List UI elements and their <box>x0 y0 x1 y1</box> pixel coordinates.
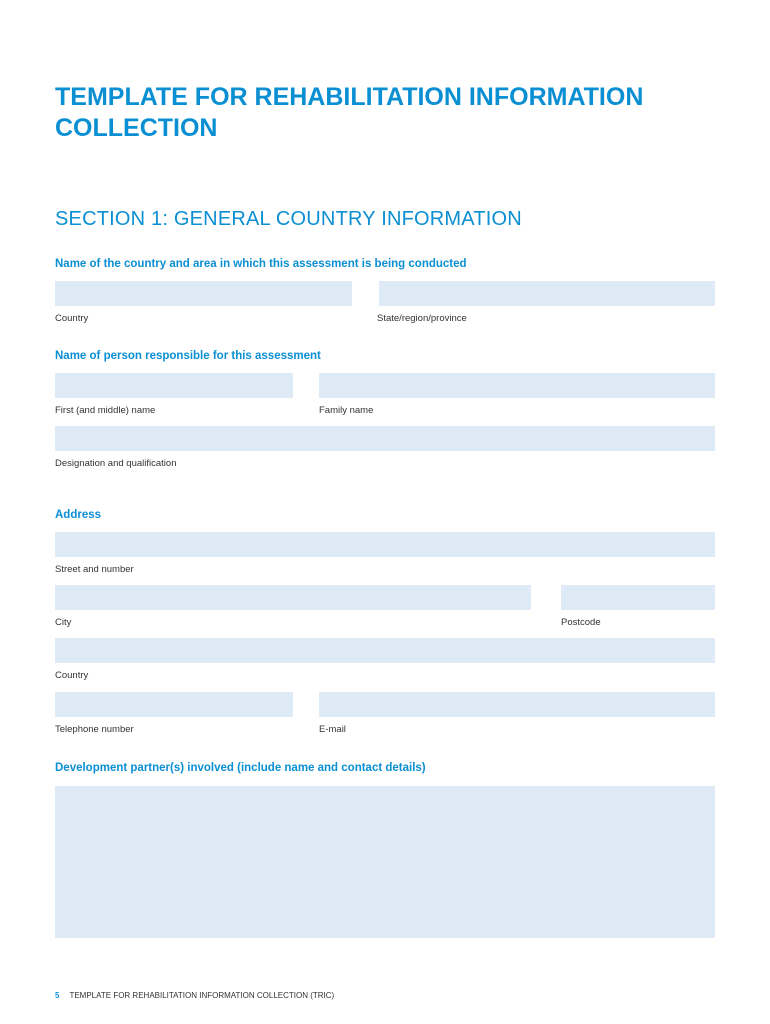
first-name-label: First (and middle) name <box>55 405 156 416</box>
family-name-label: Family name <box>319 405 374 416</box>
telephone-input[interactable] <box>55 692 293 717</box>
street-number-label: Street and number <box>55 564 134 575</box>
state-region-province-input[interactable] <box>379 281 715 306</box>
city-input[interactable] <box>55 585 531 610</box>
page-footer <box>55 991 334 1000</box>
country-label: Country <box>55 313 89 324</box>
telephone-label: Telephone number <box>55 724 134 735</box>
document-title: TEMPLATE FOR REHABILITATION INFORMATION COLLECTION <box>55 83 644 142</box>
address-country-input[interactable] <box>55 638 715 663</box>
street-number-input[interactable] <box>55 532 715 557</box>
email-label: E-mail <box>319 724 346 735</box>
postcode-label: Postcode <box>561 617 601 628</box>
postcode-input[interactable] <box>561 585 715 610</box>
responsible-person-question: Name of person responsible for this assessment <box>55 350 321 362</box>
first-name-input[interactable] <box>55 373 293 398</box>
address-heading: Address <box>55 509 102 521</box>
running-title: TEMPLATE FOR REHABILITATION INFORMATION COLLECTION (TRIC) <box>69 991 335 1000</box>
designation-qualification-input[interactable] <box>55 426 715 451</box>
section-title: SECTION 1: GENERAL COUNTRY INFORMATION <box>55 208 522 230</box>
country-input[interactable] <box>55 281 352 306</box>
development-partners-question: Development partner(s) involved (include name and contact details) <box>55 762 426 774</box>
email-input[interactable] <box>319 692 715 717</box>
country-area-question: Name of the country and area in which this assessment is being conducted <box>55 258 467 270</box>
family-name-input[interactable] <box>319 373 715 398</box>
address-country-label: Country <box>55 670 89 681</box>
development-partners-textarea[interactable] <box>55 786 715 938</box>
state-region-province-label: State/region/province <box>377 313 467 324</box>
designation-qualification-label: Designation and qualification <box>55 458 177 469</box>
city-label: City <box>55 617 72 628</box>
page-number: 5 <box>55 991 60 1000</box>
